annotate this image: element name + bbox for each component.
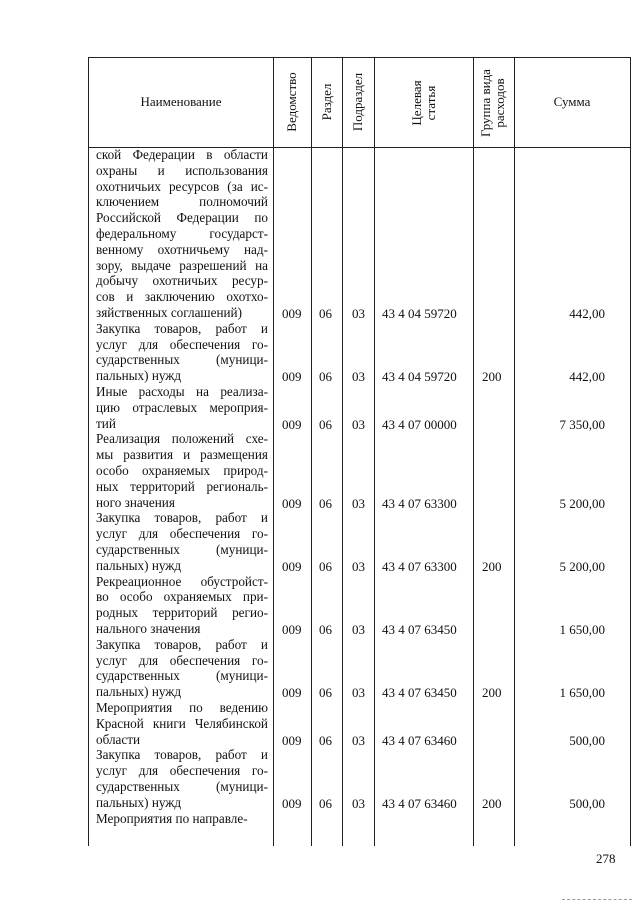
row-name-line: услуг для обеспечения го- — [96, 763, 268, 779]
row-name-line: области — [96, 731, 141, 747]
row-name-line: пальных) нужд — [96, 794, 182, 810]
row-name-line: сударственных (муници- — [96, 668, 268, 684]
row-cell-sec: 06 — [319, 306, 332, 321]
col-border-left — [88, 57, 89, 846]
header-dept: Ведомство — [284, 72, 299, 132]
row-cell-sec: 06 — [319, 416, 332, 432]
header-group — [478, 58, 508, 148]
row-name-line: Рекреационное обустройст- — [96, 573, 268, 589]
row-cell-target: 43 4 07 63300 — [382, 495, 457, 511]
row-name-line: Красной книги Челябинской — [96, 715, 268, 731]
row-cell-dept: 009 — [282, 306, 302, 321]
row-cell-sec: 06 — [319, 732, 332, 748]
row-cell-sum: 442,00 — [569, 306, 605, 321]
col-border-target — [473, 57, 474, 846]
row-name — [96, 431, 268, 510]
row-name-line: цию отраслевых мероприя- — [96, 399, 268, 415]
row-cell-sec: 06 — [319, 369, 332, 385]
row-cell-sec: 06 — [319, 495, 332, 511]
row-name-line: мы развития и размещения — [96, 447, 268, 463]
row-name-line: Закупка товаров, работ и — [96, 320, 268, 336]
row-name-line: во особо охраняемых при- — [96, 589, 268, 605]
row-cell-sum: 7 350,00 — [559, 416, 605, 432]
row-name — [96, 637, 268, 700]
row-cell-target: 43 4 07 63460 — [382, 732, 457, 748]
row-cell-sec: 06 — [319, 558, 332, 574]
col-border-sec — [342, 57, 343, 846]
col-border-name — [273, 57, 274, 846]
page-number: 278 — [596, 851, 616, 866]
row-name-line: Российской Федерации по — [96, 210, 268, 226]
row-name-line: охотничьих ресурсов (за ис- — [96, 178, 268, 194]
header-section: Раздел — [319, 83, 334, 121]
col-border-dept — [311, 57, 312, 846]
row-name-line: охраны и использования — [96, 162, 268, 178]
row-cell-target: 43 4 07 63450 — [382, 685, 457, 701]
row-name-line: зяйственных соглашений) — [96, 304, 243, 320]
row-cell-target: 43 4 07 63450 — [382, 622, 457, 637]
row-name-line: услуг для обеспечения го- — [96, 652, 268, 668]
row-name-line: Мероприятия по ведению — [96, 700, 268, 715]
row-name-line: Закупка товаров, работ и — [96, 747, 268, 763]
row-name-line: сударственных (муници- — [96, 541, 268, 557]
row-cell-sum: 500,00 — [569, 732, 605, 748]
row-cell-sub: 03 — [352, 369, 365, 385]
col-border-right — [630, 57, 631, 846]
row-name — [96, 811, 268, 827]
row-name-line: Реализация положений схе- — [96, 431, 268, 447]
row-name-line: Закупка товаров, работ и — [96, 510, 268, 526]
row-cell-sum: 5 200,00 — [559, 558, 605, 574]
row-cell-sum: 500,00 — [569, 795, 605, 811]
header-subsection: Подраздел — [350, 72, 365, 132]
row-name-line: сов и заключению охотхо- — [96, 289, 268, 305]
row-name-line: нального значения — [96, 620, 201, 636]
row-name — [96, 700, 268, 747]
row-cell-sum: 1 650,00 — [559, 622, 605, 637]
row-name-line: пальных) нужд — [96, 684, 182, 700]
row-cell-sec: 06 — [319, 622, 332, 637]
row-name-line: добычу охотничьих ресур- — [96, 273, 268, 289]
header-name: Наименование — [140, 94, 222, 109]
header-sum: Сумма — [553, 94, 591, 109]
row-name-line: ской Федерации в области — [96, 147, 268, 162]
row-cell-sub: 03 — [352, 558, 365, 574]
row-name-line: услуг для обеспечения го- — [96, 526, 268, 542]
row-cell-dept: 009 — [282, 622, 302, 637]
header-group-line2: расходов — [492, 78, 507, 128]
row-cell-sec: 06 — [319, 795, 332, 811]
row-name — [96, 321, 268, 384]
header-target — [409, 53, 439, 153]
scan-mark — [562, 899, 632, 901]
row-name-line: пальных) нужд — [96, 557, 182, 573]
row-cell-sum: 5 200,00 — [559, 495, 605, 511]
row-cell-dept: 009 — [282, 732, 302, 748]
row-cell-dept: 009 — [282, 369, 302, 385]
row-cell-dept: 009 — [282, 558, 302, 574]
row-name-line: услуг для обеспечения го- — [96, 336, 268, 352]
table-top-border — [88, 57, 630, 58]
row-name — [96, 384, 268, 431]
row-cell-sub: 03 — [352, 732, 365, 748]
row-name-line: Закупка товаров, работ и — [96, 636, 268, 652]
row-name-line: сударственных (муници- — [96, 352, 268, 368]
row-cell-sub: 03 — [352, 495, 365, 511]
row-cell-target: 43 4 07 63300 — [382, 558, 457, 574]
row-name-line: венному охотничьему над- — [96, 241, 268, 257]
row-cell-dept: 009 — [282, 495, 302, 511]
row-name-line: Иные расходы на реализа- — [96, 384, 268, 399]
row-name — [96, 747, 268, 810]
row-cell-sub: 03 — [352, 306, 365, 321]
row-name-line: тий — [96, 415, 116, 431]
row-cell-dept: 009 — [282, 416, 302, 432]
row-cell-group: 200 — [482, 558, 502, 574]
row-name-line: пальных) нужд — [96, 368, 182, 384]
row-name-line: ных территорий региональ- — [96, 478, 268, 494]
row-cell-sec: 06 — [319, 685, 332, 701]
row-cell-dept: 009 — [282, 685, 302, 701]
row-name-line: особо охраняемых природ- — [96, 462, 268, 478]
row-name-line: зору, выдаче разрешений на — [96, 257, 268, 273]
row-name-line: ного значения — [96, 494, 175, 510]
row-cell-sum: 1 650,00 — [559, 685, 605, 701]
row-cell-sub: 03 — [352, 416, 365, 432]
row-name-line: сударственных (муници- — [96, 778, 268, 794]
row-name-line: Мероприятия по направле- — [96, 810, 248, 826]
row-cell-group: 200 — [482, 369, 502, 385]
row-cell-target: 43 4 04 59720 — [382, 306, 457, 321]
row-name — [96, 574, 268, 637]
row-cell-sub: 03 — [352, 622, 365, 637]
col-border-sub — [374, 57, 375, 846]
row-name — [96, 510, 268, 573]
row-name — [96, 147, 268, 321]
row-name-line: ключением полномочий — [96, 194, 268, 210]
row-cell-target: 43 4 07 63460 — [382, 795, 457, 811]
row-name-line: родных территорий регио- — [96, 605, 268, 621]
row-cell-group: 200 — [482, 795, 502, 811]
row-cell-group: 200 — [482, 685, 502, 701]
row-cell-target: 43 4 07 00000 — [382, 416, 457, 432]
row-cell-sum: 442,00 — [569, 369, 605, 385]
row-cell-sub: 03 — [352, 685, 365, 701]
row-cell-dept: 009 — [282, 795, 302, 811]
header-target-line2: статья — [423, 85, 438, 121]
header-group-line1: Группа вида — [478, 69, 493, 137]
header-target-line1: Целевая — [409, 80, 424, 126]
col-border-group — [514, 57, 515, 846]
row-name-line: федеральному государст- — [96, 225, 268, 241]
row-cell-sub: 03 — [352, 795, 365, 811]
row-cell-target: 43 4 04 59720 — [382, 369, 457, 385]
